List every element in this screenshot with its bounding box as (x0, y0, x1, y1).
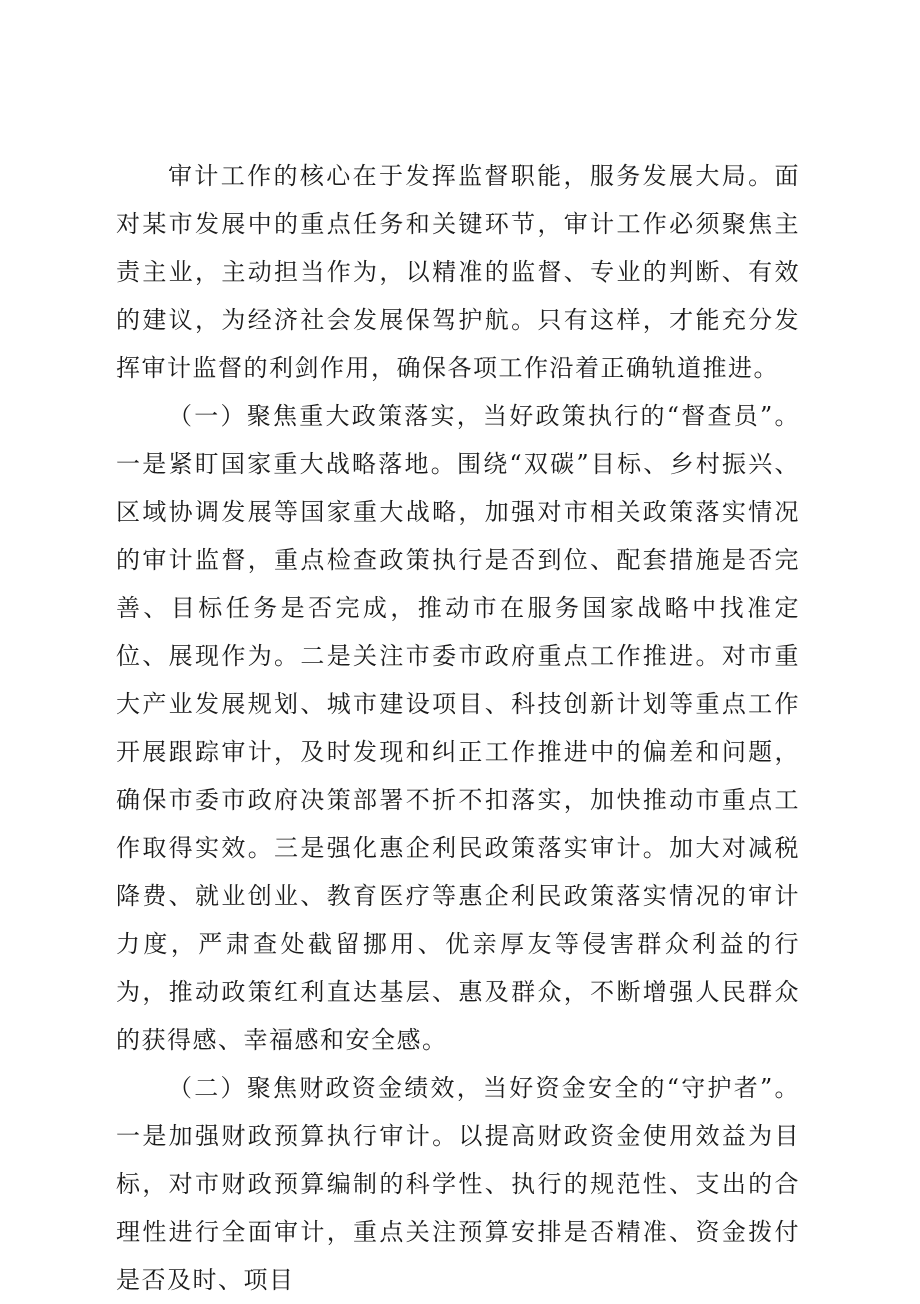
paragraph-section-2: （二）聚焦财政资金绩效，当好资金安全的“守护者”。一是加强财政预算执行审计。以提高财政资金使用效益为目标，对市财政预算编制的科学性、执行的规范性、支出的合理性进行全面审计，重点关注预算安排是否精准、资金拨付是否及时、项目 (116, 1074, 800, 1294)
document-body (116, 152, 800, 1304)
paragraph-intro: 审计工作的核心在于发挥监督职能，服务发展大局。面对某市发展中的重点任务和关键环节，审计工作必须聚焦主责主业，主动担当作为，以精准的监督、专业的判断、有效的建议，为经济社会发展保驾护航。只有这样，才能充分发挥审计监督的利剑作用，确保各项工作沿着正确轨道推进。 (116, 162, 800, 382)
paragraph-section-1: （一）聚焦重大政策落实，当好政策执行的“督查员”。一是紧盯国家重大战略落地。围绕“双碳”目标、乡村振兴、区域协调发展等国家重大战略，加强对市相关政策落实情况的审计监督，重点检查政策执行是否到位、配套措施是否完善、目标任务是否完成，推动市在服务国家战略中找准定位、展现作为。二是关注市委市政府重点工作推进。对市重大产业发展规划、城市建设项目、科技创新计划等重点工作开展跟踪审计，及时发现和纠正工作推进中的偏差和问题，确保市委市政府决策部署不折不扣落实，加快推动市重点工作取得实效。三是强化惠企利民政策落实审计。加大对减税降费、就业创业、教育医疗等惠企利民政策落实情况的审计力度，严肃查处截留挪用、优亲厚友等侵害群众利益的行为，推动政策红利直达基层、惠及群众，不断增强人民群众的获得感、幸福感和安全感。 (116, 402, 800, 1054)
